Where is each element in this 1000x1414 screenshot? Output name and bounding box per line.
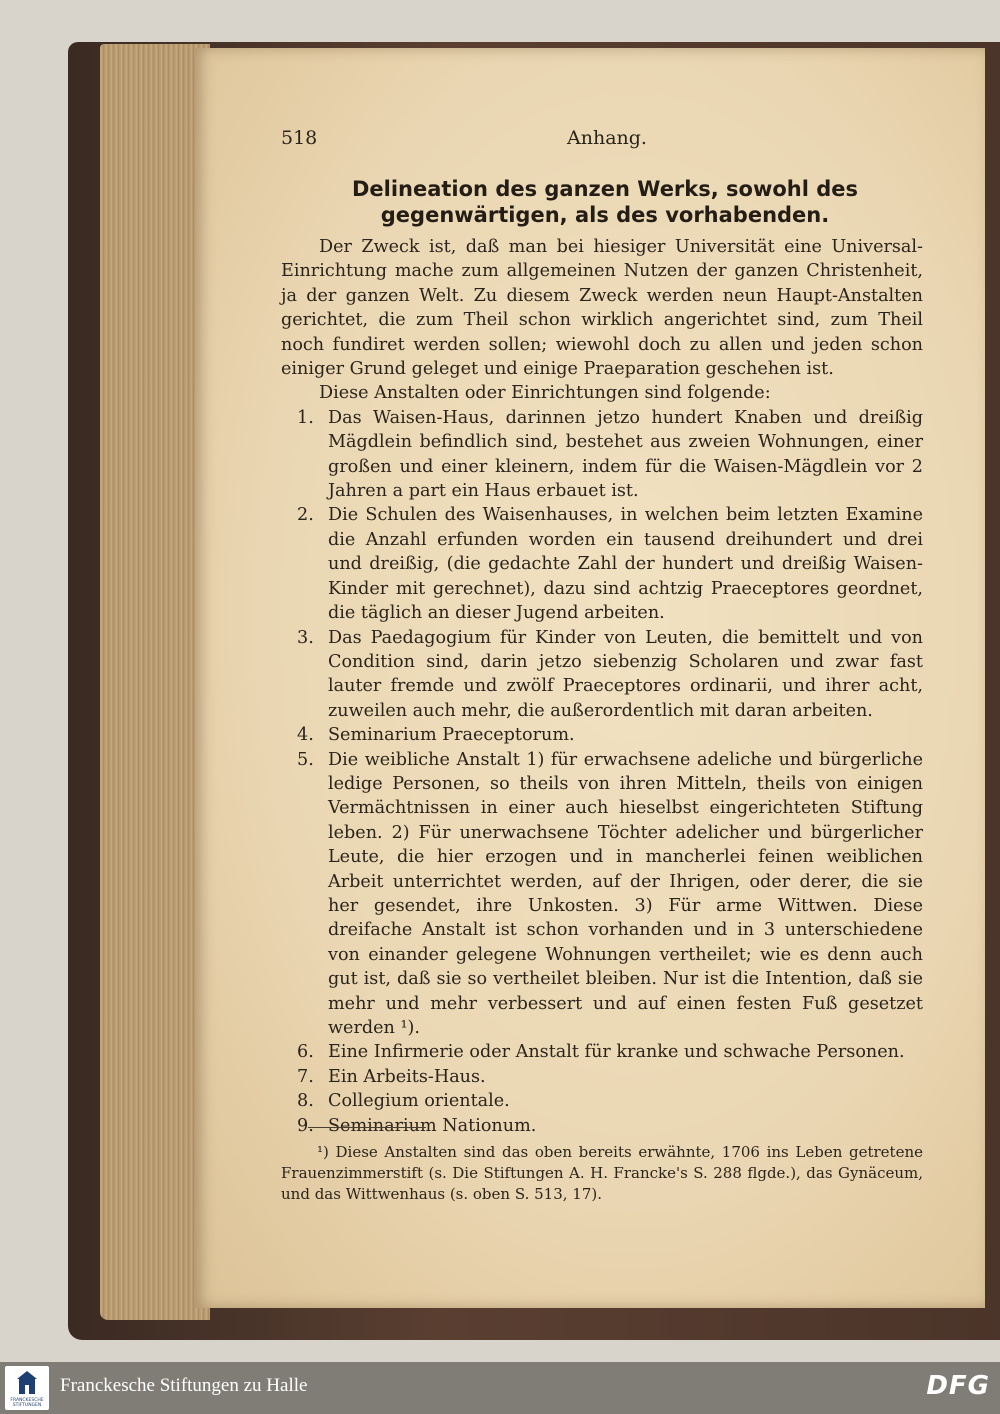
institution-name: Franckesche Stiftungen zu Halle [60, 1375, 308, 1396]
item-text: Collegium orientale. [328, 1091, 510, 1112]
institution-list [281, 406, 923, 1138]
item-number: 8. [297, 1091, 314, 1112]
item-number: 3. [297, 627, 314, 648]
franckesche-stiftungen-logo[interactable] [5, 1366, 49, 1410]
item-number: 6. [297, 1042, 314, 1063]
item-text: Die weibliche Anstalt 1) für erwachsene adeliche und bürgerliche ledige Personen, so theils von ihren Mitteln, theils von einigen Vermächtnissen in einer auch hieselbst eingerichteten Stiftung leben. 2) Für unerwachsene Töchter adelicher und bürgerlicher Leute, die hier erzogen und in mancherlei feinen weiblichen Arbeit unterrichtet werden, auf der Ihrigen, oder derer, die sie her gesendet, ihre Unkosten. 3) Für arme Wittwen. Diese dreifache Anstalt ist schon vorhanden und in 3 unterschiedene von einander gelegene Wohnungen vertheilet; wie es denn auch gut ist, daß sie so vertheilet bleiben. Nur ist die Intention, daß sie mehr und mehr verbessert und auf einen festen Fuß gesetzet werden ¹). [328, 749, 923, 1038]
footnote: ¹) Diese Anstalten sind das oben bereits erwähnte, 1706 ins Leben getretene Frauenzimmerstift (s. Die Stiftungen A. H. Francke's S. 288 flgde.), das Gynäceum, und das Wittwenhaus (s. oben S. 513, 17). [281, 1143, 923, 1203]
item-number: 4. [297, 725, 314, 746]
item-text: Ein Arbeits-Haus. [328, 1066, 486, 1087]
list-item [281, 1040, 923, 1064]
item-text: Seminarium Nationum. [328, 1115, 537, 1136]
list-intro: Diese Anstalten oder Einrichtungen sind folgende: [319, 383, 771, 404]
item-number: 9. [297, 1115, 314, 1136]
list-item [281, 1114, 923, 1138]
item-text: Eine Infirmerie oder Anstalt für kranke und schwache Personen. [328, 1042, 905, 1063]
list-item [281, 626, 923, 724]
logo-label: FRANCKESCHE STIFTUNGEN [10, 1398, 44, 1408]
page-edges [100, 44, 210, 1320]
list-item [281, 723, 923, 747]
list-item [281, 1089, 923, 1113]
list-item [281, 503, 923, 625]
page-number: 518 [281, 127, 318, 149]
list-item [281, 748, 923, 1041]
section-title: Delineation des ganzen Werks, sowohl des gegenwärtigen, als des vorhabenden. [351, 177, 859, 227]
item-text: Die Schulen des Waisenhauses, in welchen beim letzten Examine die Anzahl erfunden worden ein tausend dreihundert und drei und dreißig, (die gedachte Zahl der hundert und dreißig Waisen-Kinder mit gerechnet), dazu sind achtzig Praeceptores geordnet, die täglich an dieser Jugend arbeiten. [328, 505, 923, 624]
item-number: 2. [297, 505, 314, 526]
footnote-divider [308, 1127, 426, 1128]
item-number: 7. [297, 1066, 314, 1087]
item-text: Das Waisen-Haus, darinnen jetzo hundert Knaben und dreißig Mägdlein befindlich sind, bestehet aus zweien Wohnungen, einer großen und einer kleinern, indem für die Waisen-Mägdlein vor 2 Jahren a part ein Haus erbauet ist. [328, 407, 923, 502]
body-text [281, 235, 923, 1138]
item-text: Das Paedagogium für Kinder von Leuten, die bemittelt und von Condition sind, darin jetzo siebenzig Scholaren und zwar fast lauter fremde und zwölf Praeceptores ordinarii, und ihrer acht, zuweilen auch mehr, die außerordentlich mit daran arbeiten. [328, 627, 923, 721]
list-item [281, 1065, 923, 1089]
running-head: Anhang. [567, 127, 647, 149]
item-text: Seminarium Praeceptorum. [328, 725, 575, 746]
dfg-logo[interactable]: DFG [926, 1371, 990, 1401]
list-item [281, 406, 923, 504]
viewer-footer [0, 1362, 1000, 1414]
intro-paragraph: Der Zweck ist, daß man bei hiesiger Universität eine Universal-Einrichtung mache zum allgemeinen Nutzen der ganzen Christenheit, ja der ganzen Welt. Zu diesem Zweck werden neun Haupt-Anstalten gerichtet, die zum Theil schon wirklich angerichtet sind, zum Theil noch fundiret werden sollen; wiewohl doch zu allen und jeden schon einiger Grund geleget und einige Praeparation geschehen ist. [281, 237, 923, 380]
item-number: 1. [297, 407, 314, 428]
item-number: 5. [297, 749, 314, 770]
